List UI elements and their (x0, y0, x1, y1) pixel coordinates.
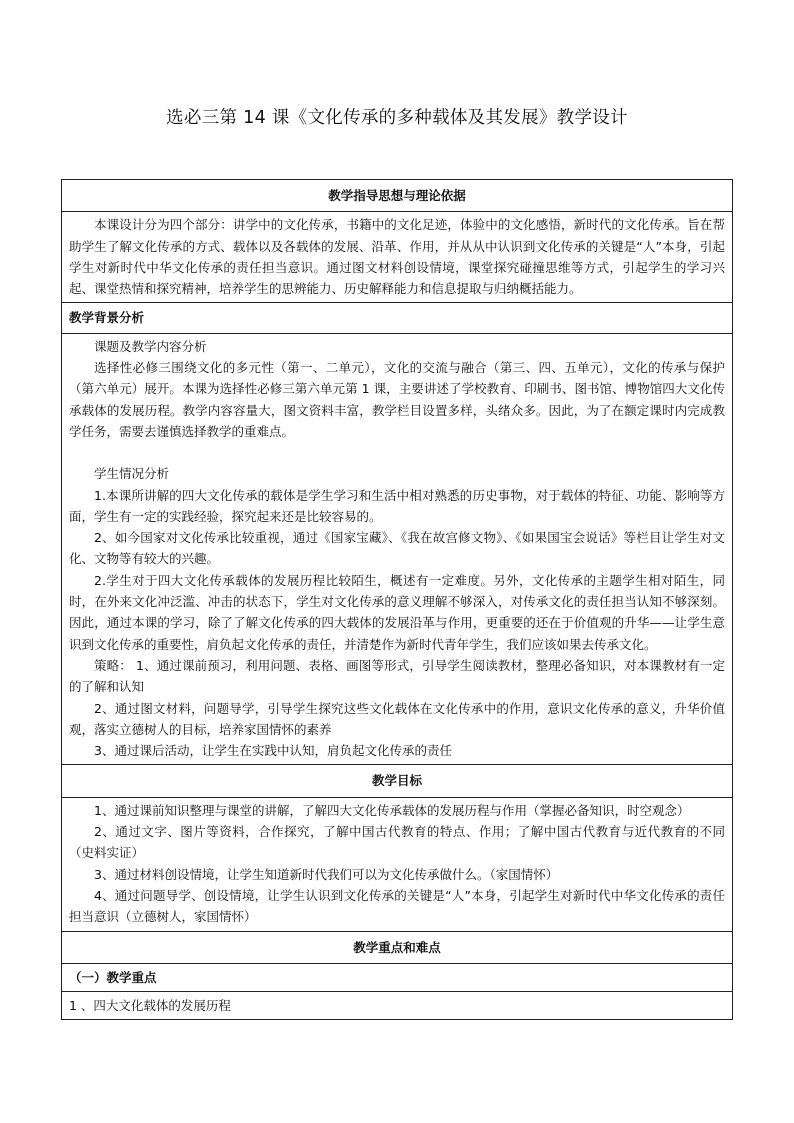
strategy-paragraph-1: 策略： 1、通过课前预习，利用问题、表格、画图等形式，引导学生阅读教材，整理必备知识，对本课教材有一定的了解和认知 (69, 657, 725, 695)
blank-line (69, 442, 725, 463)
student-analysis-paragraph-3: 2.学生对于四大文化传承载体的发展历程比较陌生，概述有一定难度。另外，文化传承的主题学生相对陌生，同时，在外来文化冲泛滥、冲击的状态下，学生对文化传承的意义理解不够深入，对传承文化的责任担当认知不够深刻。因此，通过本课的学习，除了了解文化传承的四大载体的发展沿革与作用，更重要的还在于价值观的升华——让学生意识到文化传承的重要性，肩负起文化传承的责任，并清楚作为新时代青年学生，我们应该如果去传承文化。 (69, 572, 725, 652)
objective-3: 3、通过材料创设情境，让学生知道新时代我们可以为文化传承做什么。（家国情怀） (94, 866, 559, 882)
section-objectives-heading-row (62, 765, 733, 797)
document-title: 选必三第 14 课《文化传承的多种载体及其发展》教学设计 (166, 108, 628, 128)
section-guiding-body (62, 212, 733, 303)
section-keypoints-heading: 教学重点和难点 (62, 931, 733, 963)
content-analysis-paragraph: 选择性必修三围绕文化的多元性（第一、二单元），文化的交流与融合（第三、四、五单元），文化的传承与保护（第六单元）展开。本课为选择性必修三第六单元第 1 课，主要讲述了学校教育、印刷书、图书馆、博物馆四大文化传承载体的发展历程。教学内容容量大，图文资料丰富，教学栏目设置多样，头绪众多。因此，为了在额定课时内完成教学任务，需要去谨慎选择教学的重难点。 (69, 360, 725, 439)
section-objectives-body-row (62, 797, 733, 931)
section-background-heading-row (62, 303, 733, 333)
strategy-paragraph-3: 3、通过课后活动，让学生在实践中认知，肩负起文化传承的责任 (94, 743, 452, 759)
section-guiding-heading: 教学指导思想与理论依据 (62, 180, 733, 212)
section-guiding-body-row (62, 212, 733, 303)
section-objectives-heading: 教学目标 (62, 765, 733, 797)
strategy-paragraph-2: 2、通过图文材料，问题导学，引导学生探究这些文化载体在文化传承中的作用，意识文化传承的意义，升华价值观，落实立德树人的目标，培养家国情怀的素养 (69, 700, 725, 737)
section-keypoints-heading-row (62, 931, 733, 963)
content-analysis-subheading: 课题及教学内容分析 (94, 338, 207, 354)
objective-1: 1、通过课前知识整理与课堂的讲解，了解四大文化传承载体的发展历程与作用（掌握必备知识，时空观念） (94, 802, 690, 818)
section-background-body-row (62, 333, 733, 765)
student-analysis-paragraph-2: 2、如今国家对文化传承比较重视，通过《国家宝藏》、《我在故宫修文物》、《如果国宝会说话》等栏目让学生对文化、文物等有较大的兴趣。 (69, 530, 725, 567)
guiding-paragraph: 本课设计分为四个部分：讲学中的文化传承，书籍中的文化足迹，体验中的文化感悟，新时代的文化传承。旨在帮助学生了解文化传承的方式、载体以及各载体的发展、沿革、作用，并从从中认识到文化传承的关键是“人”本身，引起学生对新时代中华文化传承的责任担当意识。通过图文材料创设情境，课堂探究碰撞思维等方式，引起学生的学习兴起、课堂热情和探究精神，培养学生的思辨能力、历史解释能力和信息提取与归纳概括能力。 (69, 217, 725, 297)
keypoint-item-1: 1 、四大文化载体的发展历程 (62, 992, 733, 1020)
objective-4: 4、通过问题导学、创设情境，让学生认识到文化传承的关键是“人”本身，引起学生对新时代中华文化传承的责任担当意识（立德树人，家国情怀） (69, 887, 725, 925)
section-background-body (62, 333, 733, 765)
section-background-heading: 教学背景分析 (62, 303, 733, 333)
keypoints-subheading: （一）教学重点 (62, 963, 733, 991)
student-analysis-paragraph-1: 1.本课所讲解的四大文化传承的载体是学生学习和生活中相对熟悉的历史事物，对于载体的特征、功能、影响等方面，学生有一定的实践经验，探究起来还是比较容易的。 (69, 487, 725, 524)
section-guiding-heading-row (62, 180, 733, 212)
section-objectives-body (62, 797, 733, 931)
student-analysis-subheading: 学生情况分析 (94, 466, 170, 482)
section-keypoints-item-row (62, 992, 733, 1020)
lesson-design-table (61, 179, 733, 1020)
section-keypoints-sub-row (62, 963, 733, 991)
objective-2: 2、通过文字、图片等资料，合作探究，了解中国古代教育的特点、作用；了解中国古代教育与近代教育的不同（史料实证） (69, 824, 725, 861)
